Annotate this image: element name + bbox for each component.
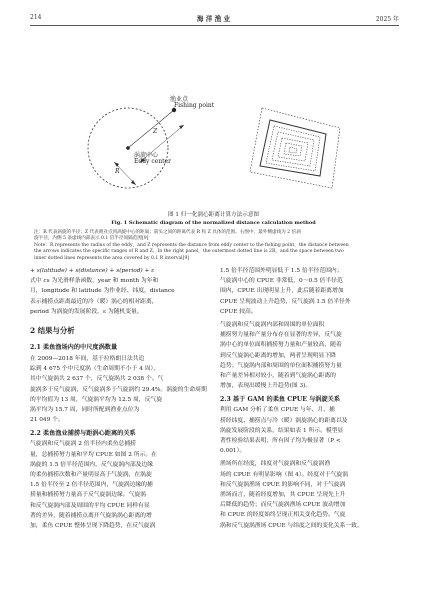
- text-line: 捞量和捕捞努力量高于反气旋涡边缘。气旋涡: [30, 492, 146, 499]
- figure-caption-en: Fig. 1 Schematic diagram of the normalized distance calculation method: [111, 220, 316, 226]
- note-line: Note：R represents the radius of the eddy，and Z represents the distance from eddy center to the fishing point，the distance between: [34, 242, 349, 248]
- section-2-3-heading: 2.3 基于 GAM 的柔鱼 CPUE 与涡旋关系: [220, 396, 341, 404]
- year-label: 2025 年: [375, 16, 399, 23]
- text-line: CPUE 呈现波动上升趋势，反气旋涡 1.5 倍半径外: [220, 298, 351, 305]
- section-2-heading: 2 结果与分析: [30, 326, 75, 336]
- section-2-1-heading: 2.1 柔鱼渔场内的中尺度涡数量: [30, 344, 118, 352]
- text-line: 涡和反气旋涡渔场 CPUE 与纬度之间的变化关系一致，: [220, 522, 363, 529]
- text-line: 的柔鱼捕捞次数和产量明显高于气旋涡，在涡旋: [30, 472, 152, 479]
- text-line: 在 2009—2018 年间，基于拉格朗日法共追: [30, 356, 145, 363]
- note-line: 注：R 代表涡旋的半径；Z 代表渔业点到涡旋中心的距离；箭头之间的距离代表 R 和 Z 具体的范围。右图中，最外侧虚线为 2 倍涡: [34, 230, 301, 235]
- inner-contour-2: [272, 132, 314, 166]
- gam-formula: + s(latitude) + s(distance) + s(period) + ε: [30, 268, 155, 274]
- inner-contour-5: [289, 147, 297, 153]
- text-line: 气旋涡中心的 CPUE 非常低，0～0.5 倍半径范: [220, 278, 343, 285]
- paragraph-gam-results: [220, 405, 398, 456]
- text-line: 渔场而言，随着经度增加，其 CPUE 呈现先上升: [220, 492, 346, 499]
- text-line: 趋势；气旋涡内部和周围的单位面积捕捞努力量: [220, 362, 342, 369]
- text-line: 著性检验结果表明，所有因子均为极显著（P <: [220, 438, 341, 445]
- text-line: 和产量差异相对较小，随着到气旋涡心距离的: [220, 373, 336, 380]
- text-line: 踪到 4 675 个中尺度涡（生命周期不小于 4 周），: [30, 366, 160, 373]
- text-line: 表示捕捞点距离最近的冷（暖）涡心的相对距离，: [30, 298, 158, 305]
- text-line: 到反气旋涡心距离的增加，两者呈现明显下降: [220, 352, 336, 359]
- note-line: 旋半径，内侧 5 条虚线内部表示 0.1 倍半径间隔范围[9]: [34, 236, 149, 242]
- text-line: 利用 GAM 分析了柔鱼 CPUE 与年、月、捕: [220, 407, 335, 414]
- text-line: 后降低的趋势；而反气旋涡渔场 CPUE 波动增加: [220, 502, 346, 509]
- z-label: Z: [153, 128, 158, 135]
- text-line: 其中气旋涡共 2 637 个，反气旋涡共 2 038 个。气: [30, 376, 164, 383]
- text-line: 捞经纬度、捕捞点与冷（暖）涡旋涡心的距离以及: [220, 417, 348, 424]
- inner-contour-3: [278, 138, 308, 161]
- eddy-center-label-cn: 涡旋中心: [134, 152, 159, 159]
- text-line: period 为涡旋的发展阶段，ε 为随机变量。: [30, 308, 143, 315]
- page-number: 214: [30, 14, 42, 21]
- text-line: 1.5 倍半径至 2 倍半径范围内，气旋涡边缘的捕: [30, 482, 153, 489]
- eddy-contour: [260, 120, 326, 176]
- figure-caption-cn: 图 1 归一化涡心距离计算方法示意图: [167, 212, 260, 218]
- text-line: 涡中心的单位面积捕捞努力量和产量较高，随着: [220, 342, 342, 349]
- fishing-point-label-cn: 渔业点: [170, 96, 189, 103]
- text-line: 和反气旋涡渔场 CPUE 的影响不同，对于气旋涡: [220, 481, 346, 488]
- figure-notes: [34, 230, 399, 262]
- text-line: 涡平均为 15.7 周，同时所配到渔业点位为: [30, 407, 140, 414]
- fishing-point-label-en: Fishing point: [174, 102, 215, 109]
- text-line: 21 049 个。: [30, 417, 64, 424]
- text-line: 捕捞努力量和产量分布存在显著的差异，反气旋: [220, 332, 342, 339]
- text-line: CPUE 较高。: [220, 308, 257, 315]
- paragraph-catch-distance: [30, 439, 208, 531]
- paragraph-cpue-range: [220, 266, 398, 317]
- note-line: the arrows indicates the specific ranges of R and Z。In the right panel，the outermost dotted line is 2R，and the space between two: [34, 249, 344, 255]
- text-line: 涡旋发展阶段的关系，结果如表 1 所示。模型显: [220, 427, 344, 434]
- paragraph-lon-lat-effect: [220, 459, 398, 530]
- text-line: 围内，CPUE 出现明显上升，此后随着距离增加: [220, 288, 344, 295]
- text-line: 著的差异，随着捕捞点离开气旋涡涡心距离的增: [30, 512, 152, 519]
- left-column: [30, 266, 208, 531]
- text-line: 0.001）。: [220, 448, 246, 455]
- eddy-center-label-en: Eddy center: [134, 158, 171, 165]
- text-line: 1.5 倍半径范围外明显低于 1.5 倍半径范围内；: [220, 268, 343, 274]
- text-line: 场的 CPUE 有明显影响（图 4）。经度对于气旋涡: [220, 471, 349, 478]
- paragraph-formula-notes: [30, 276, 208, 317]
- text-line: 和反气旋涡内部及周围的平均 CPUE 同样有显: [30, 502, 150, 509]
- text-line: 涡旋的 1.5 倍半径范围内，反气旋涡内部及边缘: [30, 461, 154, 468]
- text-line: 月，longitude 和 latitude 为作业经、纬度，distance: [30, 288, 175, 295]
- figure-right-panel: [222, 92, 352, 200]
- inner-contour-1: [266, 126, 320, 171]
- header-rule: [30, 25, 399, 26]
- text-line: 式中 cs 为光滑样条函数，year 和 month 为年和: [30, 278, 159, 285]
- inner-contour-4: [284, 143, 302, 156]
- r-label: R: [115, 168, 120, 175]
- eddy-center-marker: [126, 146, 130, 150]
- text-line: 加，柔鱼 CPUE 整体呈现下降趋势，在反气旋涡: [30, 523, 156, 530]
- text-line: 气旋涡和反气旋涡内部和周围的单位面积: [220, 322, 325, 329]
- text-line: 的平均值为 13 周，气旋涡平均为 12.5 周，反气旋: [30, 396, 162, 403]
- right-column: [220, 266, 398, 531]
- note-line: inner dotted lines represents the area covered by 0.1 R interval[9]: [34, 255, 190, 261]
- text-line: 和 CPUE 的经度始终呈现正相关变化趋势。气旋: [220, 512, 346, 519]
- text-line: 增加，表现出缓慢上升趋势(图 3)。: [220, 383, 312, 390]
- paragraph-eddy-count: [30, 354, 208, 425]
- section-2-2-heading: 2.2 柔鱼渔业捕捞与距涡心距离的关系: [30, 430, 136, 438]
- text-line: 气旋涡和反气旋涡 2 倍半径内柔鱼总捕捞: [30, 441, 136, 448]
- text-line: 旋涡多于反气旋涡，反气旋涡多于气旋涡约 29.4%。涡旋的生命周期: [30, 386, 207, 393]
- paragraph-effort-yield: [220, 320, 398, 391]
- journal-title: 海 洋 渔 业: [196, 15, 231, 23]
- text-line: 渔场所在经度，纬度对气旋涡和反气旋涡渔: [220, 461, 331, 468]
- text-line: 量，总捕捞努力量和平均 CPUE 如图 2 所示。在: [30, 451, 157, 458]
